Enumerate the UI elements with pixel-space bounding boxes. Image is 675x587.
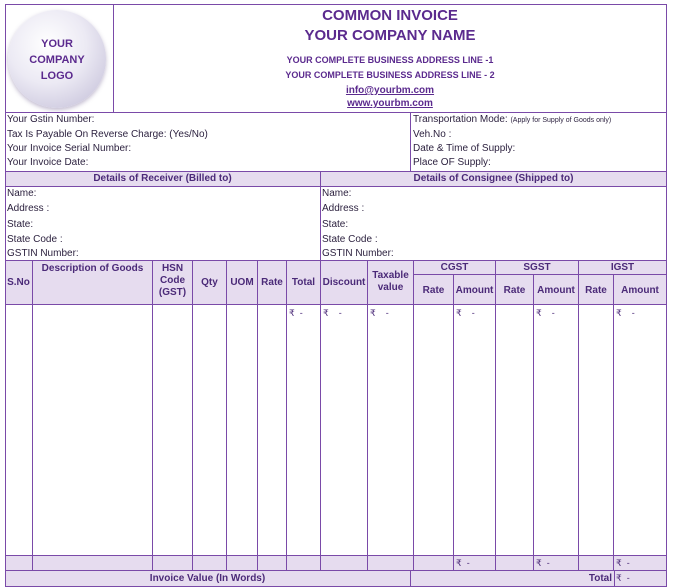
consignee-gstin-label: GSTIN Number: bbox=[322, 248, 394, 259]
col-sgst: SGST bbox=[523, 262, 551, 273]
col-cgst: CGST bbox=[440, 262, 469, 273]
col-hsn: HSN Code (GST) bbox=[158, 263, 187, 298]
invoice-title: COMMON INVOICE bbox=[322, 7, 458, 24]
transport-mode-text: Transportation Mode: bbox=[413, 114, 508, 125]
col-uom: UOM bbox=[230, 277, 254, 288]
consignee-section-title: Details of Consignee (Shipped to) bbox=[413, 173, 574, 184]
transport-mode-note: (Apply for Supply of Goods only) bbox=[510, 117, 612, 124]
col-qty: Qty bbox=[201, 277, 218, 288]
grand-total-label: Total bbox=[588, 573, 612, 584]
row-taxable-value: ₹ - bbox=[370, 308, 389, 318]
row-igst-amount: ₹ - bbox=[616, 308, 635, 318]
totals-sgst-amount: ₹ - bbox=[536, 558, 550, 568]
col-total: Total bbox=[291, 277, 316, 288]
col-taxable-value: Taxable value bbox=[372, 270, 409, 293]
col-cgst-amount: Amount bbox=[455, 285, 494, 296]
col-igst-amount: Amount bbox=[621, 285, 659, 296]
receiver-gstin-label: GSTIN Number: bbox=[7, 248, 79, 259]
receiver-state-code-label: State Code : bbox=[7, 234, 63, 245]
address-line-1: YOUR COMPLETE BUSINESS ADDRESS LINE -1 bbox=[286, 55, 494, 65]
company-logo bbox=[8, 10, 106, 108]
consignee-address-label: Address : bbox=[322, 203, 365, 214]
row-sgst-amount: ₹ - bbox=[536, 308, 555, 318]
receiver-section-title: Details of Receiver (Billed to) bbox=[93, 173, 232, 184]
col-description: Description of Goods bbox=[41, 263, 144, 274]
transport-mode-label bbox=[413, 114, 611, 127]
consignee-name-label: Name: bbox=[322, 188, 352, 199]
col-sgst-rate: Rate bbox=[503, 285, 526, 296]
receiver-state-label: State: bbox=[7, 219, 34, 230]
col-igst: IGST bbox=[610, 262, 635, 273]
row-total-value: ₹ - bbox=[289, 308, 303, 318]
reverse-charge-label: Tax Is Payable On Reverse Charge: (Yes/No) bbox=[7, 129, 208, 140]
totals-igst-amount: ₹ - bbox=[616, 558, 630, 568]
company-name: YOUR COMPANY NAME bbox=[304, 27, 476, 44]
website-link[interactable]: www.yourbm.com bbox=[347, 98, 433, 109]
col-igst-rate: Rate bbox=[585, 285, 607, 296]
invoice-serial-label: Your Invoice Serial Number: bbox=[7, 143, 132, 154]
logo-text: YOUR COMPANY LOGO bbox=[29, 38, 85, 82]
col-sno: S.No bbox=[7, 277, 30, 288]
row-discount-value: ₹ - bbox=[323, 308, 342, 318]
email-link[interactable]: info@yourbm.com bbox=[345, 85, 435, 96]
invoice-date-label: Your Invoice Date: bbox=[7, 157, 89, 168]
vehicle-number-label: Veh.No : bbox=[413, 129, 452, 140]
col-sgst-amount: Amount bbox=[537, 285, 575, 296]
receiver-address-label: Address : bbox=[7, 203, 50, 214]
grand-total-value: ₹ - bbox=[616, 573, 630, 583]
totals-cgst-amount: ₹ - bbox=[456, 558, 470, 568]
place-of-supply-label: Place OF Supply: bbox=[413, 157, 491, 168]
totals-band bbox=[5, 556, 666, 571]
gstin-field-label: Your Gstin Number: bbox=[7, 114, 95, 125]
consignee-state-code-label: State Code : bbox=[322, 234, 378, 245]
receiver-name-label: Name: bbox=[7, 188, 37, 199]
row-cgst-amount: ₹ - bbox=[456, 308, 475, 318]
col-rate: Rate bbox=[261, 277, 283, 288]
invoice-value-in-words-label: Invoice Value (In Words) bbox=[149, 573, 266, 584]
supply-datetime-label: Date & Time of Supply: bbox=[413, 143, 516, 154]
col-discount: Discount bbox=[322, 277, 366, 288]
col-cgst-rate: Rate bbox=[422, 285, 445, 296]
address-line-2: YOUR COMPLETE BUSINESS ADDRESS LINE - 2 bbox=[285, 70, 495, 80]
consignee-state-label: State: bbox=[322, 219, 349, 230]
